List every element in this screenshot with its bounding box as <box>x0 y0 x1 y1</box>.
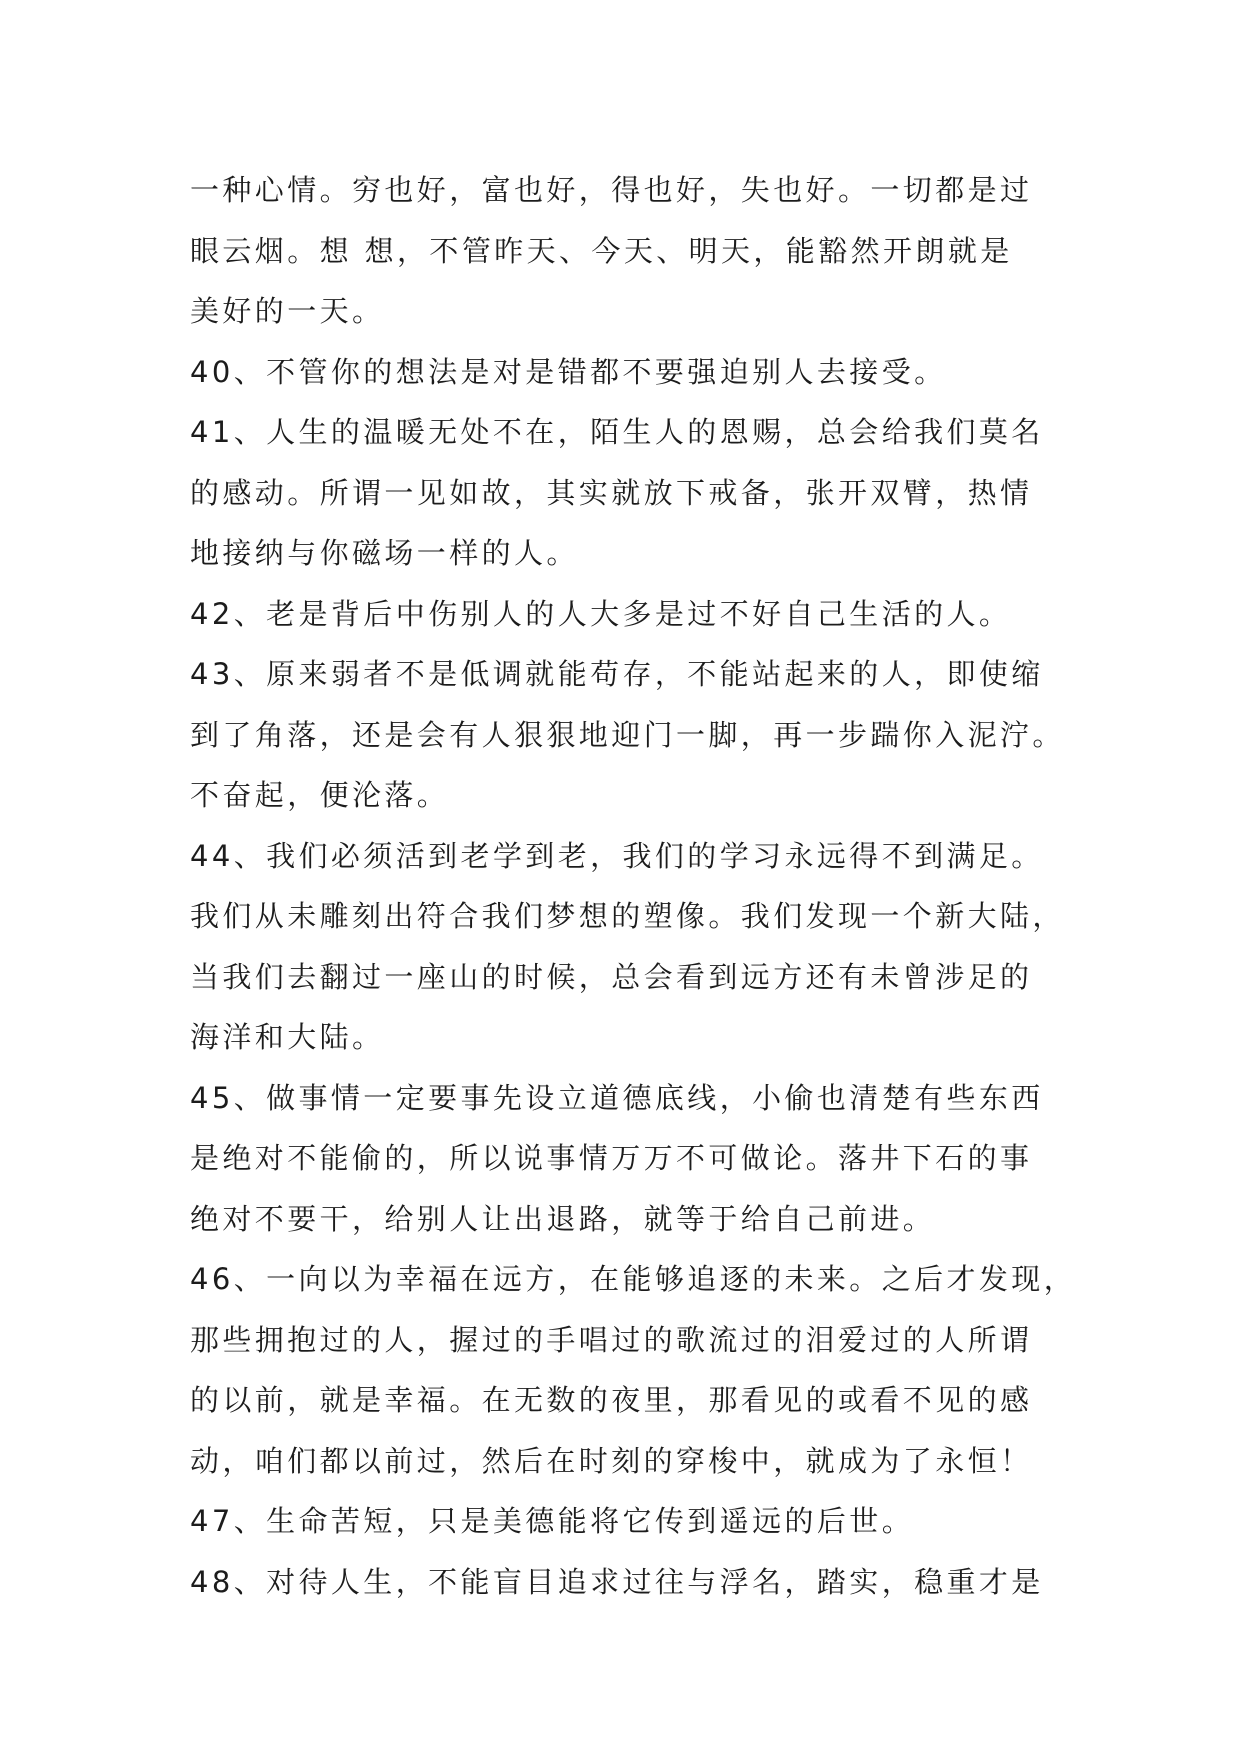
text-line: 46、一向以为幸福在远方，在能够追逐的未来。之后才发现， <box>190 1262 1077 1296</box>
text-line: 海洋和大陆。 <box>190 1020 385 1054</box>
text-line: 那些拥抱过的人，握过的手唱过的歌流过的泪爱过的人所谓 <box>190 1322 1033 1357</box>
text-line: 动，咱们都以前过，然后在时刻的穿梭中，就成为了永恒！ <box>190 1443 1033 1478</box>
text-line: 44、我们必须活到老学到老，我们的学习永远得不到满足。 <box>190 838 1044 873</box>
text-line: 47、生命苦短，只是美德能将它传到遥远的后世。 <box>190 1504 915 1538</box>
text-line: 不奋起，便沦落。 <box>190 778 450 812</box>
text-line: 到了角落，还是会有人狠狠地迎门一脚，再一步踹你入泥泞。 <box>190 717 1065 752</box>
text-line: 45、做事情一定要事先设立道德底线，小偷也清楚有些东西 <box>190 1080 1044 1115</box>
text-line: 绝对不要干，给别人让出退路，就等于给自己前进。 <box>190 1201 936 1236</box>
text-line: 40、不管你的想法是对是错都不要强迫别人去接受。 <box>190 354 947 389</box>
body-text <box>190 160 1077 1612</box>
text-line: 一种心情。穷也好，富也好，得也好，失也好。一切都是过 <box>190 173 1033 207</box>
text-line: 的以前，就是幸福。在无数的夜里，那看见的或看不见的感 <box>190 1383 1033 1417</box>
text-line: 43、原来弱者不是低调就能苟存，不能站起来的人，即使缩 <box>190 657 1044 691</box>
text-line: 48、对待人生，不能盲目追求过往与浮名，踏实，稳重才是 <box>190 1564 1044 1599</box>
text-line: 42、老是背后中伤别人的人大多是过不好自己生活的人。 <box>190 596 1012 631</box>
text-line: 美好的一天。 <box>190 294 385 328</box>
text-line: 41、人生的温暖无处不在，陌生人的恩赐，总会给我们莫名 <box>190 415 1044 449</box>
text-line: 是绝对不能偷的，所以说事情万万不可做论。落井下石的事 <box>190 1141 1033 1175</box>
text-line: 的感动。所谓一见如故，其实就放下戒备，张开双臂，热情 <box>190 475 1033 510</box>
text-line: 当我们去翻过一座山的时候，总会看到远方还有未曾涉足的 <box>190 959 1033 994</box>
text-line: 我们从未雕刻出符合我们梦想的塑像。我们发现一个新大陆， <box>190 899 1065 933</box>
text-line: 眼云烟。想 想，不管昨天、今天、明天，能豁然开朗就是 <box>190 233 1013 268</box>
text-line: 地接纳与你磁场一样的人。 <box>190 536 579 570</box>
